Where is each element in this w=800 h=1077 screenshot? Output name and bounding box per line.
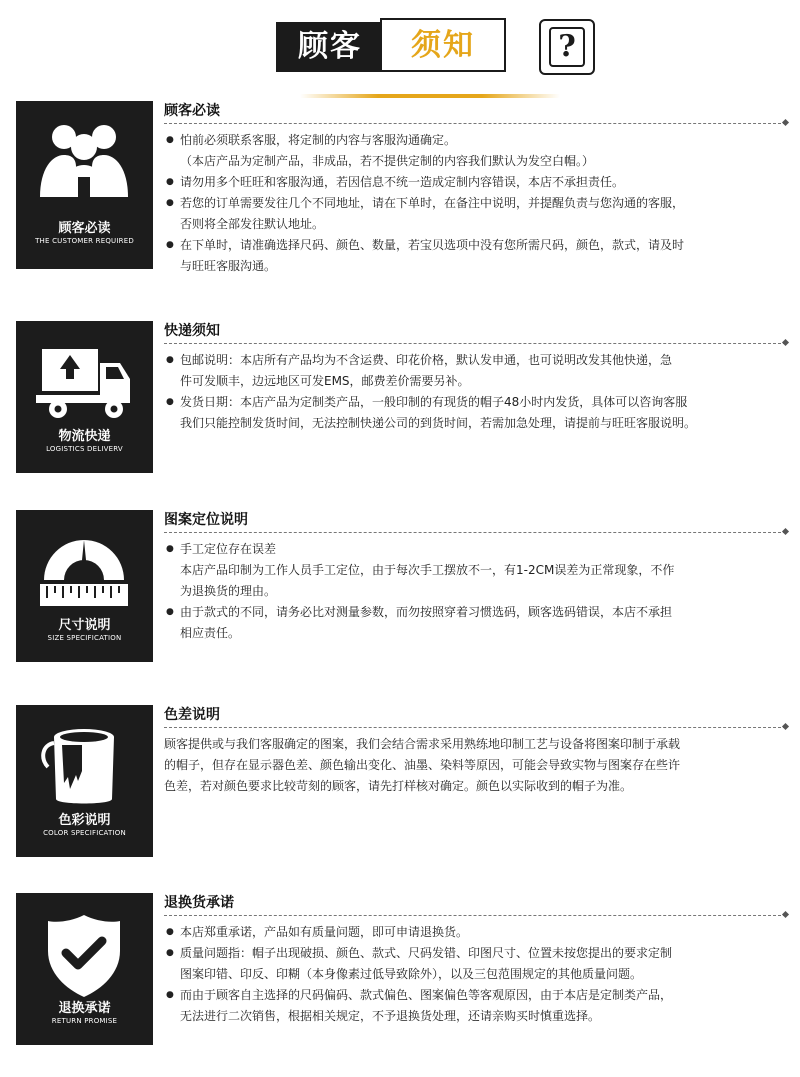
text-line: （本店产品为定制产品，非成品，若不提供定制的内容我们默认为发空白帽。） (180, 154, 595, 168)
section-title: 色差说明 (164, 707, 220, 723)
text-line: ● 手工定位存在误差 (164, 539, 786, 560)
header-underline (300, 94, 560, 98)
header-title-left: 顾客 (276, 22, 384, 72)
text-line: ● 本店郑重承诺，产品如有质量问题，即可申请退换货。 (164, 922, 786, 943)
text-line: 我们只能控制发货时间，无法控制快递公司的到货时间，若需加急处理，请提前与旺旺客服说明。 (180, 416, 697, 430)
section-title: 图案定位说明 (164, 512, 248, 528)
section-content (164, 893, 786, 1027)
box-label-en: LOGISTICS DELIVERV (46, 445, 123, 453)
truck-icon (34, 339, 134, 429)
section-icon-box (16, 893, 153, 1045)
section-title: 退换货承诺 (164, 895, 234, 911)
box-label-en: RETURN PROMISE (51, 1017, 118, 1025)
box-label-zh: 顾客必读 (58, 221, 111, 236)
shield-check-icon (34, 911, 134, 1001)
question-icon (539, 19, 595, 75)
box-label-zh: 尺寸说明 (58, 618, 111, 633)
paint-bucket-icon (34, 723, 134, 813)
text-line: 色差，若对颜色要求比较苛刻的顾客，请先打样核对确定。颜色以实际收到的帽子为准。 (164, 779, 633, 793)
text-line: ● 请勿用多个旺旺和客服沟通，若因信息不统一造成定制内容错误，本店不承担责任。 (164, 172, 786, 193)
ruler-protractor-icon (34, 528, 134, 618)
section-icon-box (16, 705, 153, 857)
text-line: ● 质量问题指：帽子出现破损、颜色、款式、尺码发错、印图尺寸、位置未按您提出的要求定制 (164, 943, 786, 964)
section-content (164, 321, 786, 434)
section-divider (164, 532, 786, 533)
header-banner (276, 18, 506, 74)
text-line: 件可发顺丰，边远地区可发EMS，邮费差价需要另补。 (180, 374, 470, 388)
text-line: ● 由于款式的不同，请务必比对测量参数，而勿按照穿着习惯选码，顾客选码错误，本店不承担 (164, 602, 786, 623)
box-label-en: SIZE SPECIFICATION (47, 634, 122, 642)
section-icon-box (16, 510, 153, 662)
section-content (164, 510, 786, 644)
section-divider (164, 123, 786, 124)
section-content (164, 101, 786, 277)
text-line: 与旺旺客服沟通。 (180, 259, 277, 273)
text-line: 顾客提供或与我们客服确定的图案，我们会结合需求采用熟练地印制工艺与设备将图案印制于承载 (164, 737, 681, 751)
text-line: 否则将全部发往默认地址。 (180, 217, 325, 231)
text-line: ● 在下单时，请准确选择尺码、颜色、数量，若宝贝选项中没有您所需尺码，颜色，款式，请及时 (164, 235, 786, 256)
text-line: ● 怕前必须联系客服，将定制的内容与客服沟通确定。 (164, 130, 786, 151)
section-content (164, 705, 786, 797)
section-divider (164, 915, 786, 916)
text-line: ● 而由于顾客自主选择的尺码偏码、款式偏色、图案偏色等客观原因，由于本店是定制类产品， (164, 985, 786, 1006)
section-icon-box (16, 101, 153, 269)
text-line: 无法进行二次销售，根据相关规定，不予退换货处理，还请亲购买时慎重选择。 (180, 1009, 601, 1023)
text-line: 相应责任。 (180, 626, 241, 640)
section-title: 快递须知 (164, 323, 220, 339)
text-line: 本店产品印制为工作人员手工定位，由于每次手工摆放不一，有1-2CM误差为正常现象，不作 (180, 563, 675, 577)
box-label-zh: 退换承诺 (58, 1001, 111, 1016)
text-line: 图案印错、印反、印糊（本身像素过低导致除外），以及三包范围规定的其他质量问题。 (180, 967, 643, 981)
section-divider (164, 343, 786, 344)
text-line: 为退换货的理由。 (180, 584, 277, 598)
question-mark: ? (549, 27, 585, 67)
text-line: 的帽子，但存在显示器色差、颜色输出变化、油墨、染料等原因，可能会导致实物与图案存在些许 (164, 758, 681, 772)
box-label-zh: 色彩说明 (58, 813, 111, 828)
section-title: 顾客必读 (164, 103, 220, 119)
text-line: ● 若您的订单需要发往几个不同地址，请在下单时，在备注中说明，并提醒负责与您沟通的客服， (164, 193, 786, 214)
text-line: ● 包邮说明：本店所有产品均为不含运费、印花价格，默认发申通，也可说明改发其他快递，急 (164, 350, 786, 371)
section-icon-box (16, 321, 153, 473)
section-divider (164, 727, 786, 728)
box-label-en: COLOR SPECIFICATION (43, 829, 126, 837)
box-label-zh: 物流快递 (58, 429, 111, 444)
people-group-icon (34, 119, 134, 209)
text-line: ● 发货日期：本店产品为定制类产品，一般印制的有现货的帽子48小时内发货，具体可以咨询客服 (164, 392, 786, 413)
header-title-right: 须知 (380, 18, 506, 72)
box-label-en: THE CUSTOMER REQUIRED (35, 237, 134, 245)
